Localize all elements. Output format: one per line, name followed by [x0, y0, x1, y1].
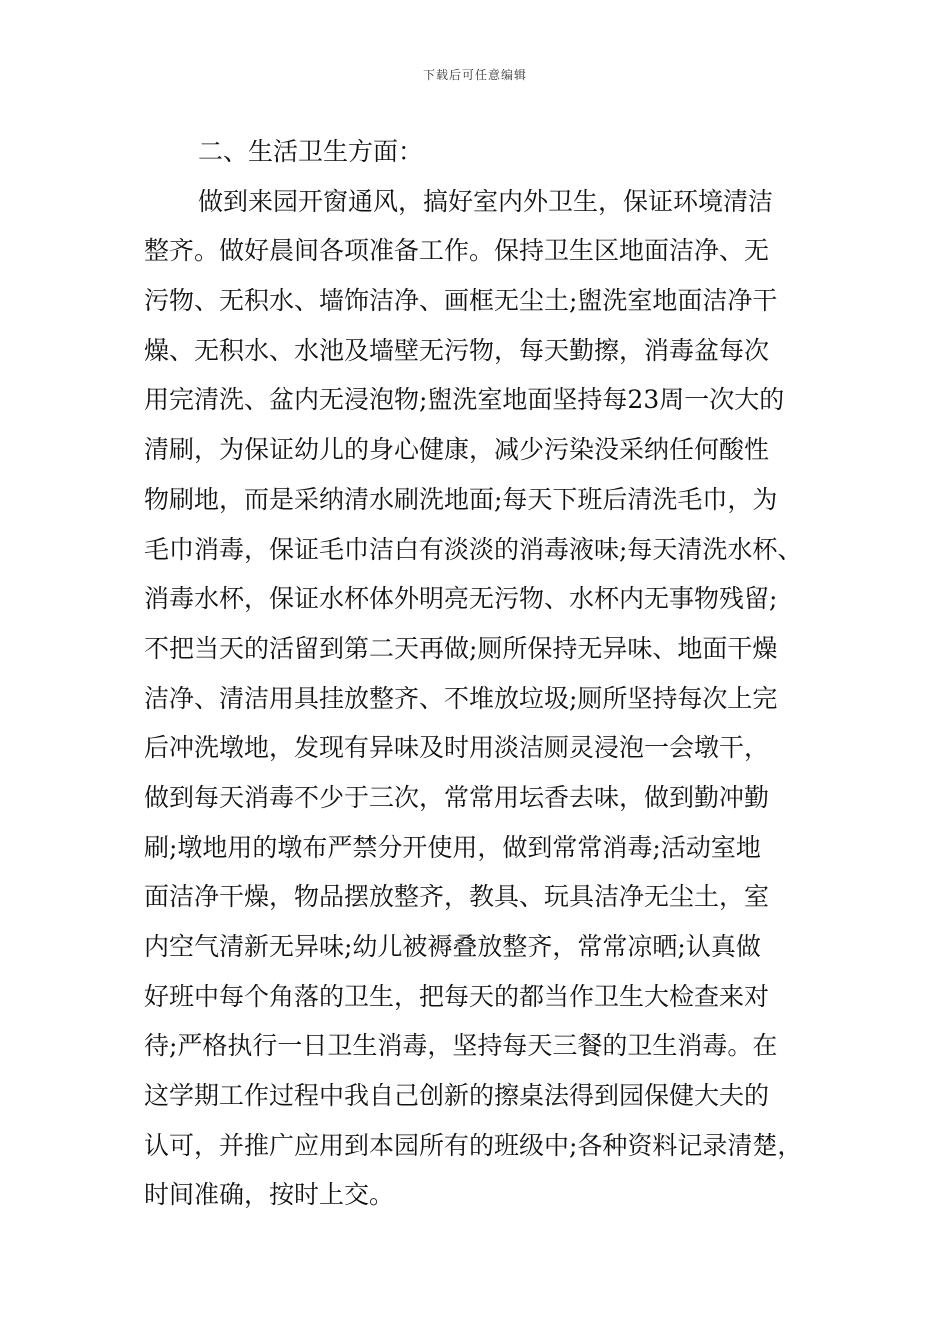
paragraph-line: 消毒水杯，保证水杯体外明亮无污物、水杯内无事物残留;: [144, 584, 778, 614]
paragraph-line: 认可，并推广应用到本园所有的班级中;各种资料记录清楚，: [144, 1130, 803, 1160]
paragraph-line: 物刷地，而是采纳清水刷洗地面;每天下班后清洗毛巾，为: [144, 484, 778, 514]
paragraph-line: 用完清洗、盆内无浸泡物;盥洗室地面坚持每23周一次大的: [144, 385, 785, 415]
paragraph-line: 时间准确，按时上交。: [144, 1180, 395, 1210]
section-heading: 二、生活卫生方面：: [198, 137, 424, 166]
paragraph-line: 后冲洗墩地，发现有异味及时用淡洁厕灵浸泡一会墩干，: [144, 733, 770, 763]
paragraph-line: 待;严格执行一日卫生消毒，坚持每天三餐的卫生消毒。在: [144, 1031, 778, 1061]
paragraph-line: 整齐。做好晨间各项准备工作。保持卫生区地面洁净、无: [144, 236, 770, 266]
page-header: 下载后可任意编辑: [422, 68, 527, 82]
paragraph-line: 刷;墩地用的墩布严禁分开使用，做到常常消毒;活动室地: [144, 832, 761, 862]
paragraph-line: 做到来园开窗通风，搞好室内外卫生，保证环境清洁: [198, 186, 774, 216]
paragraph-line: 面洁净干燥，物品摆放整齐，教具、玩具洁净无尘土，室: [144, 882, 770, 912]
paragraph-line: 这学期工作过程中我自己创新的擦桌法得到园保健大夫的: [144, 1081, 770, 1111]
paragraph-line: 毛巾消毒，保证毛巾洁白有淡淡的消毒液味;每天清洗水杯、: [144, 534, 803, 564]
paragraph-line: 做到每天消毒不少于三次，常常用坛香去味，做到勤冲勤: [144, 782, 770, 812]
paragraph-line: 内空气清新无异味;幼儿被褥叠放整齐，常常凉晒;认真做: [144, 932, 761, 961]
paragraph-line: 不把当天的活留到第二天再做;厕所保持无异味、地面干燥: [144, 633, 778, 663]
paragraph-line: 污物、无积水、墙饰洁净、画框无尘土;盥洗室地面洁净干: [144, 286, 778, 316]
paragraph-line: 好班中每个角落的卫生，把每天的都当作卫生大检查来对: [144, 981, 770, 1011]
paragraph-line: 清刷，为保证幼儿的身心健康，减少污染没采纳任何酸性: [144, 435, 770, 465]
document-body: [144, 127, 824, 1220]
paragraph-line: 燥、无积水、水池及墙壁无污物，每天勤擦，消毒盆每次: [144, 335, 770, 365]
paragraph-line: 洁净、清洁用具挂放整齐、不堆放垃圾;厕所坚持每次上完: [144, 683, 778, 713]
